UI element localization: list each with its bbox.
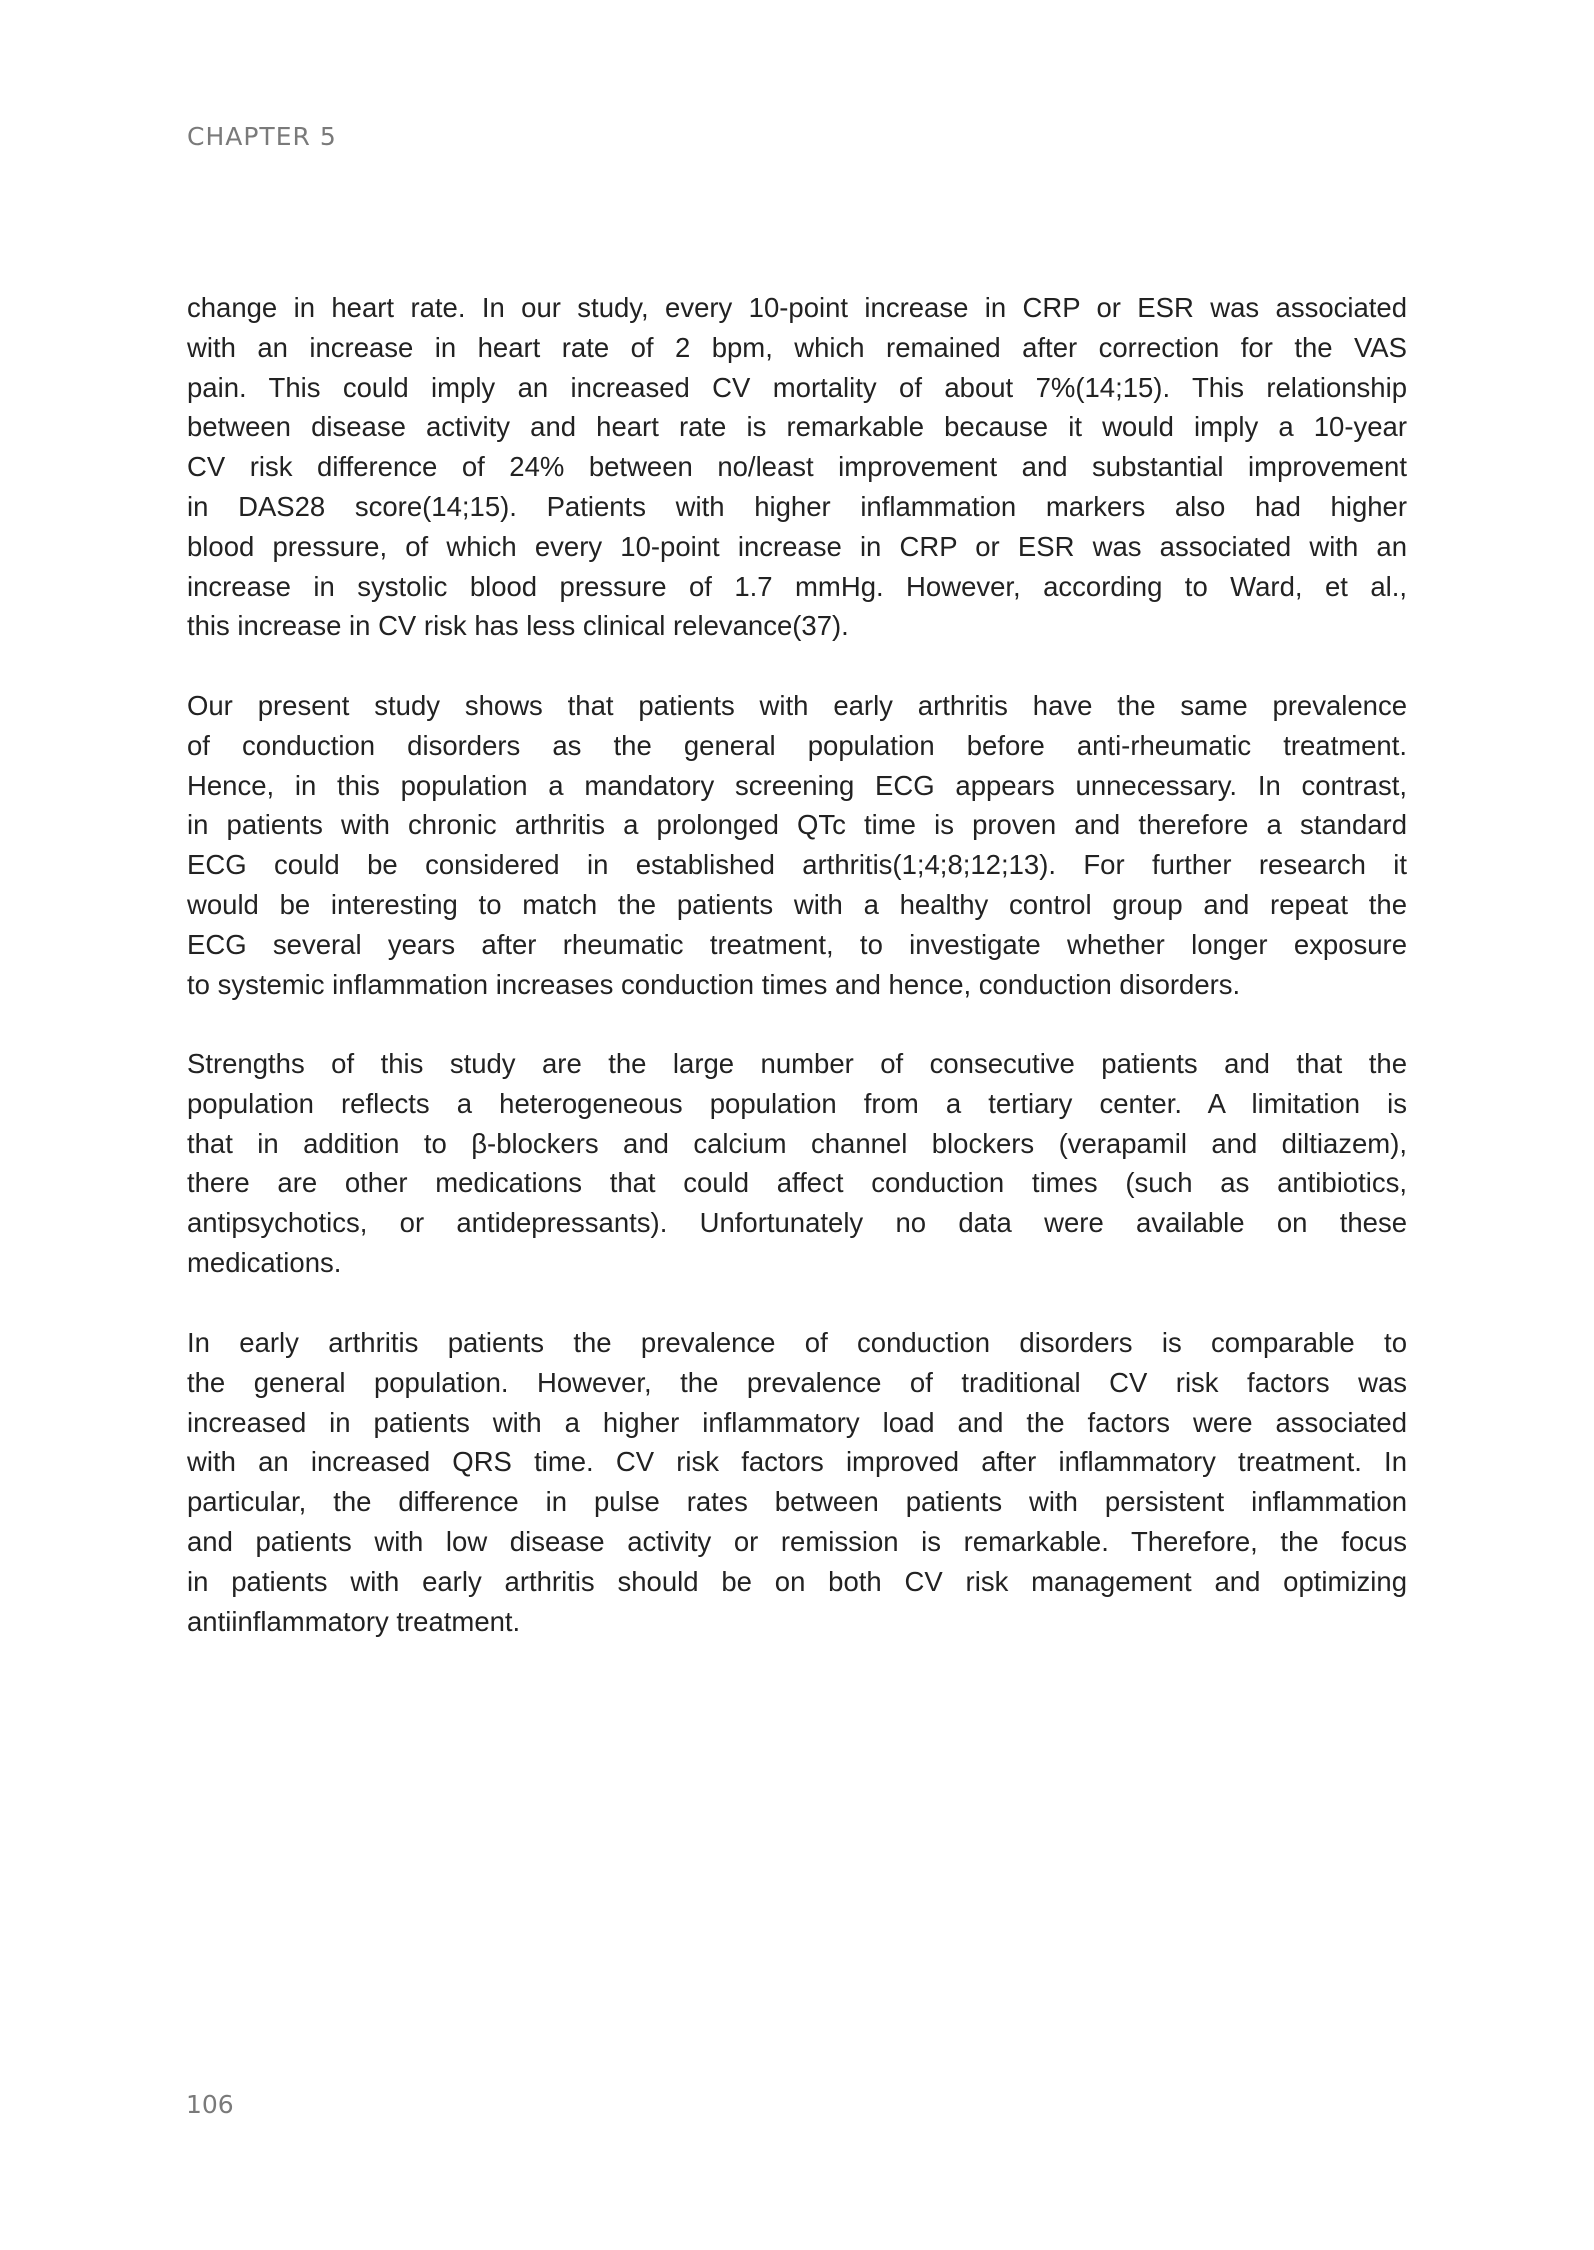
text-line: Hence, in this population a mandatory screening ECG appears unnecessary. In contrast, (187, 769, 1407, 801)
text-line: antipsychotics, or antidepressants). Unfortunately no data were available on these (187, 1207, 1407, 1239)
paragraph-conclusion (187, 1323, 1407, 1641)
text-line: population reflects a heterogeneous population from a tertiary center. A limitation is (187, 1087, 1407, 1119)
text-line: CV risk difference of 24% between no/least improvement and substantial improvement (187, 451, 1407, 483)
text-line: of conduction disorders as the general population before anti-rheumatic treatment. (187, 729, 1407, 761)
paragraph-strengths-limitations (187, 1044, 1407, 1283)
text-line: In early arthritis patients the prevalence of conduction disorders is comparable to (187, 1327, 1407, 1358)
text-line: medications. (187, 1246, 342, 1278)
paragraph-heart-rate-discussion (187, 288, 1407, 646)
running-head-chapter: CHAPTER 5 (187, 122, 337, 151)
text-line: with an increased QRS time. CV risk factors improved after inflammatory treatment. In (187, 1446, 1407, 1478)
text-line: to systemic inflammation increases conduction times and hence, conduction disorders. (187, 968, 1241, 1000)
text-line: Strengths of this study are the large number of consecutive patients and that the (187, 1048, 1407, 1079)
text-line: ECG could be considered in established arthritis(1;4;8;12;13). For further research it (187, 849, 1407, 881)
text-line: this increase in CV risk has less clinical relevance(37). (187, 610, 849, 642)
text-line: antiinflammatory treatment. (187, 1605, 521, 1637)
text-line: in DAS28 score(14;15). Patients with higher inflammation markers also had higher (187, 490, 1407, 522)
paragraph-conduction-disorders (187, 686, 1407, 1004)
text-line: would be interesting to match the patients with a healthy control group and repeat the (187, 888, 1407, 920)
text-line: and patients with low disease activity or remission is remarkable. Therefore, the focus (187, 1525, 1407, 1557)
text-line: pain. This could imply an increased CV mortality of about 7%(14;15). This relationship (187, 371, 1407, 403)
text-line: in patients with early arthritis should be on both CV risk management and optimizing (187, 1565, 1407, 1597)
text-line: that in addition to β-blockers and calcium channel blockers (verapamil and diltiazem), (187, 1127, 1407, 1159)
text-line: increased in patients with a higher inflammatory load and the factors were associated (187, 1406, 1407, 1438)
text-line: in patients with chronic arthritis a prolonged QTc time is proven and therefore a standard (187, 809, 1407, 841)
text-line: blood pressure, of which every 10-point increase in CRP or ESR was associated with an (187, 530, 1407, 562)
text-line: between disease activity and heart rate is remarkable because it would imply a 10-year (187, 411, 1407, 443)
text-line: the general population. However, the prevalence of traditional CV risk factors was (187, 1366, 1407, 1398)
page-number: 106 (186, 2090, 234, 2119)
text-line: there are other medications that could affect conduction times (such as antibiotics, (187, 1167, 1407, 1199)
text-line: with an increase in heart rate of 2 bpm, which remained after correction for the VAS (187, 331, 1407, 363)
text-line: particular, the difference in pulse rates between patients with persistent inflammation (187, 1486, 1407, 1518)
text-line: change in heart rate. In our study, every 10-point increase in CRP or ESR was associated (187, 292, 1407, 323)
text-line: Our present study shows that patients with early arthritis have the same prevalence (187, 690, 1407, 721)
text-line: increase in systolic blood pressure of 1.7 mmHg. However, according to Ward, et al., (187, 570, 1407, 602)
text-line: ECG several years after rheumatic treatment, to investigate whether longer exposure (187, 928, 1407, 960)
